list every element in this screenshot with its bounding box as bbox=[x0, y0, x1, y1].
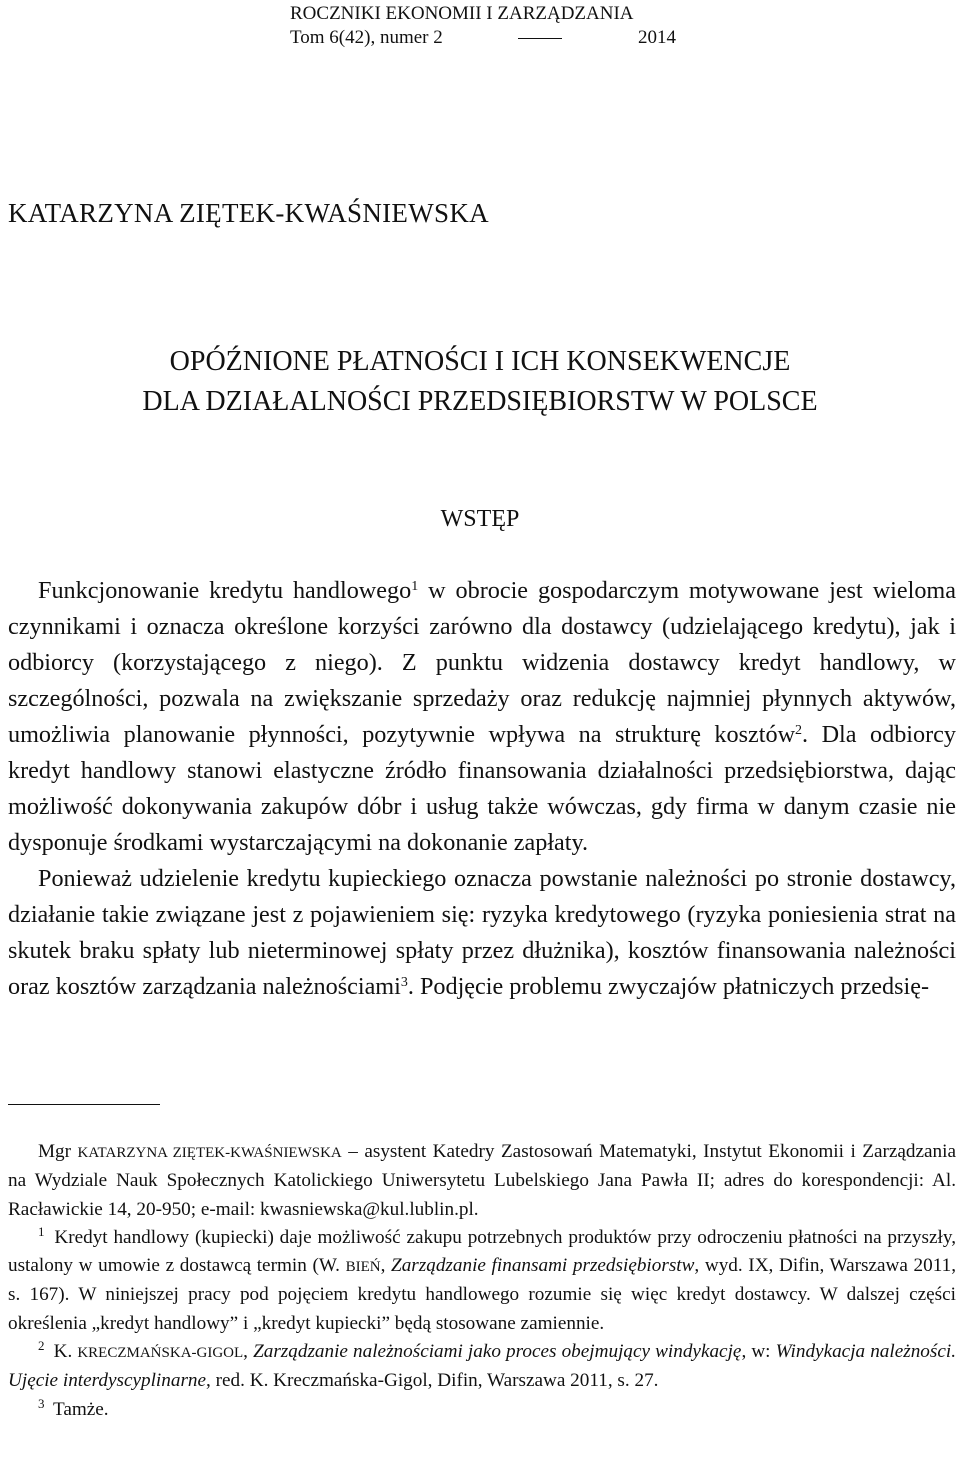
p1-text-b: w obrocie gospodarczym motywowane jest wieloma czynnikami i oznacza określone korzyści zarówno dla dostawcy (udzielającego kredytu), jak i odbiorcy (korzystającego z niego). Z punktu widzenia dostawcy kredyt handlowy, w szczególności, pozwala na zwiększanie sprzedaży oraz redukcję najmniej płynnych aktywów, umożliwia planowanie płynności, pozytywnie wpływa na strukturę kosztów bbox=[8, 577, 956, 748]
title-line-1: OPÓŹNIONE PŁATNOŚCI I ICH KONSEKWENCJE bbox=[169, 346, 791, 377]
body-text bbox=[8, 573, 956, 1005]
fn1-sep: , bbox=[380, 1255, 392, 1277]
header-dash bbox=[518, 38, 562, 39]
fn2-author: KRECZMAŃSKA-GIGOL bbox=[77, 1345, 244, 1362]
footnotes bbox=[8, 1138, 956, 1424]
year: 2014 bbox=[637, 27, 676, 48]
fn2-text-b: , w: bbox=[741, 1341, 776, 1363]
paragraph-2 bbox=[8, 861, 956, 1005]
section-heading: WSTĘP bbox=[440, 506, 520, 532]
p2-text-a: Ponieważ udzielenie kredytu kupieckiego oznacza powstanie należności po stronie dostawcy, działanie takie związane jest z pojawieniem się: ryzyka kredytowego (ryzyka poniesienia strat na skutek braku spłaty lub nieterminowej spłaty przez dłużnika), kosztów finansowania należności oraz kosztów zarządzania należnościami bbox=[8, 865, 956, 1000]
footnote-3-number: 3 bbox=[38, 1395, 45, 1411]
fn2-title-2: Windykacja należności. Ujęcie interdyscyplinarne bbox=[8, 1341, 957, 1392]
article-title bbox=[0, 342, 960, 422]
author-name: KATARZYNA ZIĘTEK-KWAŚNIEWSKA bbox=[8, 198, 489, 228]
p2-text-b: . Podjęcie problemu zwyczajów płatniczych przedsię- bbox=[407, 973, 930, 1000]
fn2-sep: , bbox=[243, 1341, 254, 1363]
affil-prefix: Mgr bbox=[38, 1141, 78, 1162]
fn2-text-c: , red. K. Kreczmańska-Gigol, Difin, Warszawa 2011, s. 27. bbox=[206, 1370, 659, 1392]
fn1-text-b: , wyd. IX, Difin, Warszawa 2011, s. 167). W niniejszej pracy pod pojęciem kredytu handlowego rozumie się więc kredyt dostawcy. W dalszej części określenia „kredyt handlowy” i „kredyt kupiecki” będą stosowane zamiennie. bbox=[8, 1255, 956, 1334]
affil-author: KATARZYNA ZIĘTEK-KWAŚNIEWSKA bbox=[77, 1145, 342, 1161]
footnote-3 bbox=[8, 1396, 956, 1424]
footnote-separator bbox=[8, 1104, 160, 1105]
footnote-ref-3[interactable]: 3 bbox=[400, 975, 408, 990]
footnote-1 bbox=[8, 1224, 956, 1338]
fn1-title: Zarządzanie finansami przedsiębiorstw bbox=[391, 1255, 695, 1277]
p1-text-a: Funkcjonowanie kredytu handlowego bbox=[38, 577, 412, 604]
author-affiliation bbox=[8, 1138, 956, 1224]
footnote-ref-2[interactable]: 2 bbox=[795, 723, 803, 738]
header-journal-row bbox=[290, 2, 676, 26]
footnote-2 bbox=[8, 1338, 956, 1396]
footnote-1-number: 1 bbox=[38, 1223, 45, 1239]
volume-number: Tom 6(42), numer 2 bbox=[290, 27, 443, 48]
footnote-ref-1[interactable]: 1 bbox=[411, 579, 419, 594]
paragraph-1 bbox=[8, 573, 956, 861]
fn2-title: Zarządzanie należnościami jako proces obejmujący windykację bbox=[253, 1341, 742, 1363]
fn3-text: Tamże. bbox=[48, 1398, 109, 1420]
fn1-author: BIEŃ bbox=[345, 1259, 381, 1276]
header-volume-row bbox=[290, 26, 676, 50]
running-header bbox=[290, 2, 676, 50]
affil-text: – asystent Katedry Zastosowań Matematyki, Instytut Ekonomii i Zarządzania na Wydziale Nauk Społecznych Katolickiego Uniwersytetu Lubelskiego Jana Pawła II; adres do korespondencji: Al. Racławickie 14, 20-950; e-mail: kwasniewska@kul.lublin.pl. bbox=[8, 1141, 956, 1220]
footnote-2-number: 2 bbox=[38, 1338, 45, 1354]
journal-name: ROCZNIKI EKONOMII I ZARZĄDZANIA bbox=[290, 3, 634, 24]
title-line-2: DLA DZIAŁALNOŚCI PRZEDSIĘBIORSTW W POLSCE bbox=[142, 386, 818, 417]
p1-text-c: . Dla odbiorcy kredyt handlowy stanowi elastyczne źródło finansowania działalności przedsiębiorstwa, dając możliwość dokonywania zakupów dóbr i usług także wówczas, gdy firma w danym czasie nie dysponuje środkami wystarczającymi na dokonanie zapłaty. bbox=[8, 721, 956, 856]
fn2-text-a: K. bbox=[48, 1341, 78, 1363]
fn1-text-a: Kredyt handlowy (kupiecki) daje możliwość zakupu potrzebnych produktów przy odroczeniu płatności na przyszły, ustalony w umowie z dostawcą termin (W. bbox=[8, 1226, 956, 1277]
